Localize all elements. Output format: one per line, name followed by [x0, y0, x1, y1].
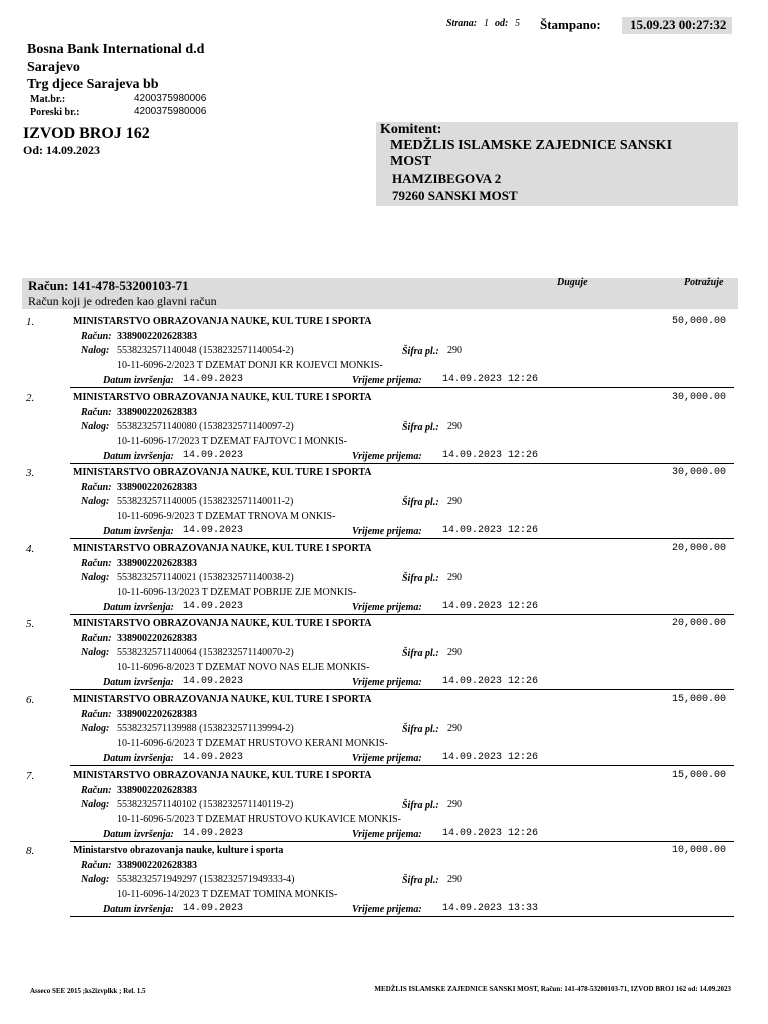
- execution-date-value: 14.09.2023: [183, 601, 244, 612]
- execution-date-label: Datum izvršenja:: [103, 375, 174, 386]
- received-time-value: 14.09.2023 12:26: [442, 601, 539, 612]
- payer-account-value: 3389002202628383: [117, 558, 197, 569]
- credit-amount: 50,000.00: [671, 316, 726, 327]
- payer-name: MINISTARSTVO OBRAZOVANJA NAUKE, KUL TURE I SPORTA: [73, 618, 372, 629]
- execution-date-label: Datum izvršenja:: [103, 526, 174, 537]
- bank-address: Trg djece Sarajeva bb: [27, 77, 159, 92]
- order-label: Nalog:: [81, 421, 110, 432]
- transaction-entry: [22, 467, 734, 543]
- execution-date-value: 14.09.2023: [183, 903, 244, 914]
- payer-name: MINISTARSTVO OBRAZOVANJA NAUKE, KUL TURE I SPORTA: [73, 467, 372, 478]
- order-value: 5538232571140048 (1538232571140054-2): [117, 345, 294, 356]
- transaction-entry: [22, 694, 734, 770]
- client-label: Komitent:: [380, 122, 442, 137]
- credit-column-header: Potražuje: [684, 277, 724, 288]
- bank-city: Sarajevo: [27, 60, 80, 75]
- order-label: Nalog:: [81, 799, 110, 810]
- execution-date-value: 14.09.2023: [183, 374, 244, 385]
- statement-date: Od: 14.09.2023: [23, 143, 101, 157]
- payer-account-value: 3389002202628383: [117, 709, 197, 720]
- execution-date-label: Datum izvršenja:: [103, 602, 174, 613]
- page-total: 5: [515, 18, 520, 29]
- payment-code-label: Šifra pl.:: [402, 648, 439, 659]
- payer-name: MINISTARSTVO OBRAZOVANJA NAUKE, KUL TURE I SPORTA: [73, 392, 372, 403]
- entry-number: 7.: [26, 770, 35, 782]
- order-label: Nalog:: [81, 496, 110, 507]
- payer-account-value: 3389002202628383: [117, 331, 197, 342]
- credit-amount: 10,000.00: [671, 845, 726, 856]
- transaction-entry: [22, 392, 734, 468]
- payment-code-value: 290: [447, 799, 462, 810]
- order-value: 5538232571140102 (1538232571140119-2): [117, 799, 294, 810]
- payer-name: MINISTARSTVO OBRAZOVANJA NAUKE, KUL TURE I SPORTA: [73, 770, 372, 781]
- order-label: Nalog:: [81, 723, 110, 734]
- credit-amount: 30,000.00: [671, 467, 726, 478]
- payer-account-value: 3389002202628383: [117, 482, 197, 493]
- payment-code-label: Šifra pl.:: [402, 497, 439, 508]
- received-time-value: 14.09.2023 12:26: [442, 828, 539, 839]
- footer-summary: MEDŽLIS ISLAMSKE ZAJEDNICE SANSKI MOST, Račun: 141-478-53200103-71, IZVOD BROJ 162 od: 14.09.2023: [374, 985, 731, 993]
- entry-divider: [70, 387, 734, 388]
- entry-number: 3.: [26, 467, 35, 479]
- payment-description: 10-11-6096-14/2023 T DZEMAT TOMINA MONKIS-: [117, 889, 338, 900]
- entry-divider: [70, 916, 734, 917]
- execution-date-value: 14.09.2023: [183, 752, 244, 763]
- payer-name: MINISTARSTVO OBRAZOVANJA NAUKE, KUL TURE I SPORTA: [73, 694, 372, 705]
- order-value: 5538232571140005 (1538232571140011-2): [117, 496, 294, 507]
- payment-description: 10-11-6096-2/2023 T DZEMAT DONJI KR KOJEVCI MONKIS-: [117, 360, 383, 371]
- order-label: Nalog:: [81, 345, 110, 356]
- received-time-label: Vrijeme prijema:: [352, 677, 422, 688]
- mat-number-label: Mat.br.:: [30, 94, 66, 105]
- payment-code-label: Šifra pl.:: [402, 724, 439, 735]
- payment-code-label: Šifra pl.:: [402, 346, 439, 357]
- credit-amount: 15,000.00: [671, 694, 726, 705]
- order-value: 5538232571140080 (1538232571140097-2): [117, 421, 294, 432]
- transaction-entry: [22, 845, 734, 921]
- printed-label: Štampano:: [540, 17, 601, 32]
- transaction-entry: [22, 770, 734, 846]
- page-of-label: od:: [495, 18, 509, 29]
- received-time-value: 14.09.2023 12:26: [442, 752, 539, 763]
- payer-account-value: 3389002202628383: [117, 633, 197, 644]
- entry-divider: [70, 463, 734, 464]
- transaction-entry: [22, 618, 734, 694]
- entry-divider: [70, 841, 734, 842]
- payment-description: 10-11-6096-17/2023 T DZEMAT FAJTOVC I MONKIS-: [117, 436, 348, 447]
- payment-code-label: Šifra pl.:: [402, 800, 439, 811]
- payer-name: Ministarstvo obrazovanja nauke, kulture i sporta: [73, 845, 284, 856]
- entry-number: 8.: [26, 845, 35, 857]
- client-address: HAMZIBEGOVA 2: [392, 171, 502, 186]
- execution-date-label: Datum izvršenja:: [103, 451, 174, 462]
- payment-code-value: 290: [447, 496, 462, 507]
- credit-amount: 30,000.00: [671, 392, 726, 403]
- tax-number-label: Poreski br.:: [30, 107, 80, 118]
- page-label: Strana:: [446, 18, 478, 29]
- payer-account-label: Račun:: [81, 407, 112, 418]
- payer-account-label: Račun:: [81, 785, 112, 796]
- execution-date-label: Datum izvršenja:: [103, 753, 174, 764]
- statement-title: IZVOD BROJ 162: [23, 125, 150, 142]
- payment-code-value: 290: [447, 421, 462, 432]
- payer-account-label: Račun:: [81, 331, 112, 342]
- payment-description: 10-11-6096-6/2023 T DZEMAT HRUSTOVO KERANI MONKIS-: [117, 738, 388, 749]
- order-label: Nalog:: [81, 572, 110, 583]
- entry-divider: [70, 614, 734, 615]
- payment-code-value: 290: [447, 345, 462, 356]
- payment-code-label: Šifra pl.:: [402, 573, 439, 584]
- received-time-value: 14.09.2023 12:26: [442, 676, 539, 687]
- entry-divider: [70, 689, 734, 690]
- entry-divider: [70, 765, 734, 766]
- execution-date-value: 14.09.2023: [183, 525, 244, 536]
- entry-number: 6.: [26, 694, 35, 706]
- client-city: 79260 SANSKI MOST: [392, 188, 518, 203]
- received-time-label: Vrijeme prijema:: [352, 602, 422, 613]
- payer-account-label: Račun:: [81, 558, 112, 569]
- order-value: 5538232571949297 (1538232571949333-4): [117, 874, 295, 885]
- credit-amount: 20,000.00: [671, 618, 726, 629]
- entry-number: 4.: [26, 543, 35, 555]
- payer-account-label: Račun:: [81, 633, 112, 644]
- execution-date-value: 14.09.2023: [183, 676, 244, 687]
- payment-description: 10-11-6096-13/2023 T DZEMAT POBRIJE ZJE MONKIS-: [117, 587, 357, 598]
- page-number: 1: [484, 18, 489, 29]
- payer-account-label: Račun:: [81, 709, 112, 720]
- entry-number: 1.: [26, 316, 35, 328]
- received-time-label: Vrijeme prijema:: [352, 375, 422, 386]
- payment-code-value: 290: [447, 572, 462, 583]
- execution-date-value: 14.09.2023: [183, 828, 244, 839]
- received-time-value: 14.09.2023 12:26: [442, 525, 539, 536]
- entry-number: 2.: [26, 392, 35, 404]
- order-value: 5538232571139988 (1538232571139994-2): [117, 723, 294, 734]
- client-name-line2: MOST: [390, 154, 432, 169]
- transaction-entry: [22, 316, 734, 392]
- received-time-value: 14.09.2023 12:26: [442, 374, 539, 385]
- payer-name: MINISTARSTVO OBRAZOVANJA NAUKE, KUL TURE I SPORTA: [73, 543, 372, 554]
- payment-code-label: Šifra pl.:: [402, 422, 439, 433]
- order-value: 5538232571140064 (1538232571140070-2): [117, 647, 294, 658]
- received-time-label: Vrijeme prijema:: [352, 904, 422, 915]
- credit-amount: 20,000.00: [671, 543, 726, 554]
- payment-code-value: 290: [447, 874, 462, 885]
- debit-column-header: Duguje: [557, 277, 588, 288]
- transaction-entry: [22, 543, 734, 619]
- received-time-label: Vrijeme prijema:: [352, 451, 422, 462]
- payer-name: MINISTARSTVO OBRAZOVANJA NAUKE, KUL TURE I SPORTA: [73, 316, 372, 327]
- payer-account-label: Račun:: [81, 482, 112, 493]
- execution-date-label: Datum izvršenja:: [103, 677, 174, 688]
- payment-description: 10-11-6096-9/2023 T DZEMAT TRNOVA M ONKIS-: [117, 511, 336, 522]
- tax-number-value: 4200375980006: [134, 106, 207, 117]
- credit-amount: 15,000.00: [671, 770, 726, 781]
- account-description: Račun koji je određen kao glavni račun: [28, 294, 217, 308]
- payment-description: 10-11-6096-8/2023 T DZEMAT NOVO NAS ELJE MONKIS-: [117, 662, 370, 673]
- printed-timestamp: 15.09.23 00:27:32: [630, 17, 727, 32]
- payment-description: 10-11-6096-5/2023 T DZEMAT HRUSTOVO KUKAVICE MONKIS-: [117, 814, 401, 825]
- received-time-label: Vrijeme prijema:: [352, 829, 422, 840]
- received-time-value: 14.09.2023 13:33: [442, 903, 539, 914]
- bank-name: Bosna Bank International d.d: [27, 42, 205, 57]
- received-time-value: 14.09.2023 12:26: [442, 450, 539, 461]
- payer-account-label: Račun:: [81, 860, 112, 871]
- execution-date-label: Datum izvršenja:: [103, 829, 174, 840]
- order-value: 5538232571140021 (1538232571140038-2): [117, 572, 294, 583]
- payment-code-label: Šifra pl.:: [402, 875, 439, 886]
- received-time-label: Vrijeme prijema:: [352, 526, 422, 537]
- order-label: Nalog:: [81, 647, 110, 658]
- payment-code-value: 290: [447, 647, 462, 658]
- client-name-line1: MEDŽLIS ISLAMSKE ZAJEDNICE SANSKI: [390, 138, 673, 153]
- mat-number-value: 4200375980006: [134, 93, 207, 104]
- payer-account-value: 3389002202628383: [117, 785, 197, 796]
- order-label: Nalog:: [81, 874, 110, 885]
- entry-divider: [70, 538, 734, 539]
- payer-account-value: 3389002202628383: [117, 407, 197, 418]
- execution-date-label: Datum izvršenja:: [103, 904, 174, 915]
- account-number: Račun: 141-478-53200103-71: [28, 278, 189, 293]
- payer-account-value: 3389002202628383: [117, 860, 197, 871]
- payment-code-value: 290: [447, 723, 462, 734]
- entry-number: 5.: [26, 618, 35, 630]
- footer-software: Asseco SEE 2015 ;ks2izvplkk ; Rel. 1.5: [30, 987, 146, 995]
- received-time-label: Vrijeme prijema:: [352, 753, 422, 764]
- execution-date-value: 14.09.2023: [183, 450, 244, 461]
